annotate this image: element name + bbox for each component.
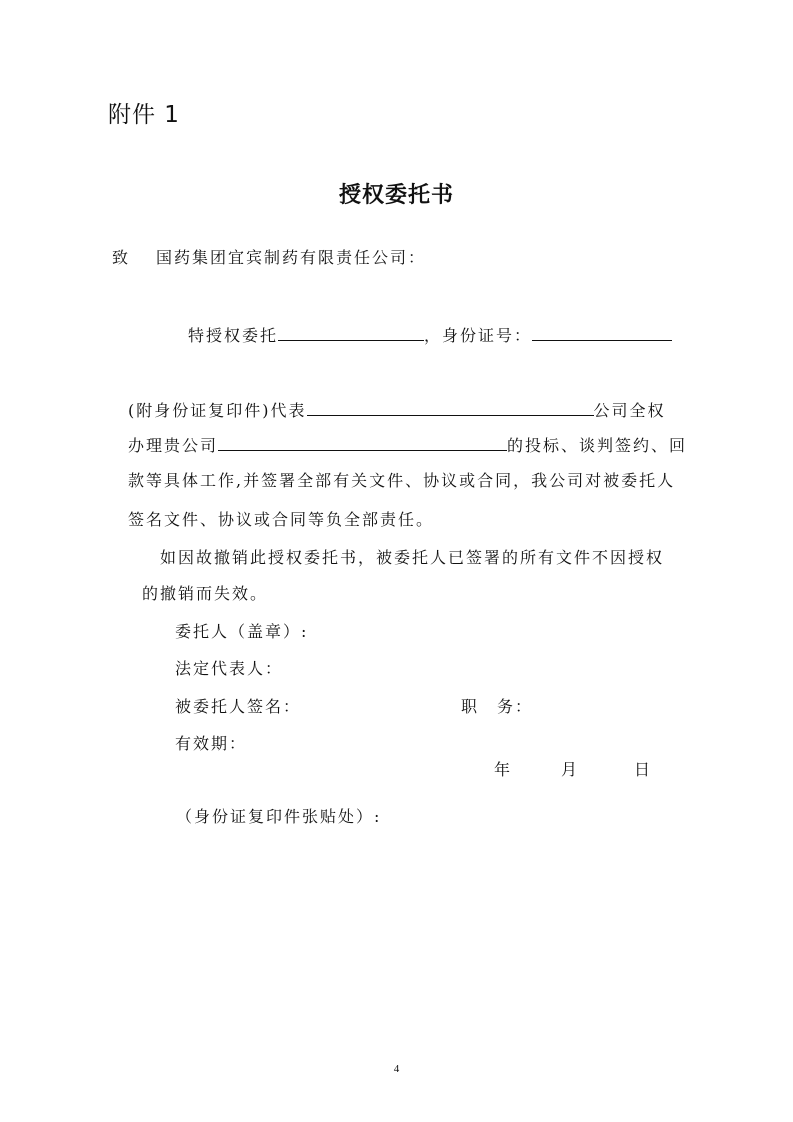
- body-line-3: 款等具体工作,并签署全部有关文件、协议或合同，我公司对被委托人: [128, 471, 676, 490]
- authorize-line: [188, 322, 672, 347]
- recipient-prefix: 致: [112, 248, 131, 267]
- principal-seal-label: 委托人（盖章）:: [175, 622, 309, 641]
- body-line-2-end: 的投标、谈判签约、回: [507, 436, 688, 455]
- position-label: 职 务：: [461, 697, 534, 716]
- agent-signature-label: 被委托人签名：: [175, 697, 302, 716]
- document-title: 授权委托书: [338, 183, 454, 208]
- body-line-4: 签名文件、协议或合同等负全部责任。: [128, 510, 435, 529]
- page-number: 4: [393, 1063, 400, 1075]
- body-line-5: 如因故撤销此授权委托书，被委托人已签署的所有文件不因授权: [160, 548, 665, 567]
- body-line-2-start: 办理贵公司: [128, 436, 219, 455]
- agent-name-blank[interactable]: [278, 322, 424, 341]
- validity-label: 有效期：: [175, 734, 248, 753]
- recipient-name: 国药集团宜宾制药有限责任公司：: [156, 248, 427, 267]
- legal-rep-label: 法定代表人：: [175, 659, 284, 678]
- body-line-1: [128, 397, 666, 422]
- project-name-blank[interactable]: [218, 432, 507, 451]
- date-day-label: 日: [634, 760, 653, 779]
- id-number-label: ，身份证号：: [424, 326, 533, 345]
- body-line-1-start: (附身份证复印件)代表: [128, 401, 307, 420]
- date-month-label: 月: [561, 760, 580, 779]
- body-line-2: [128, 432, 687, 457]
- date-year-label: 年: [494, 760, 513, 779]
- company-name-blank[interactable]: [307, 397, 594, 416]
- body-line-1-end: 公司全权: [593, 401, 666, 420]
- id-number-blank[interactable]: [532, 322, 672, 341]
- authorize-text: 特授权委托: [188, 326, 279, 345]
- attachment-label: 附件 1: [108, 102, 180, 128]
- body-line-6: 的撤销而失效。: [142, 584, 269, 603]
- id-copy-area-label: （身份证复印件张贴处）:: [176, 807, 382, 826]
